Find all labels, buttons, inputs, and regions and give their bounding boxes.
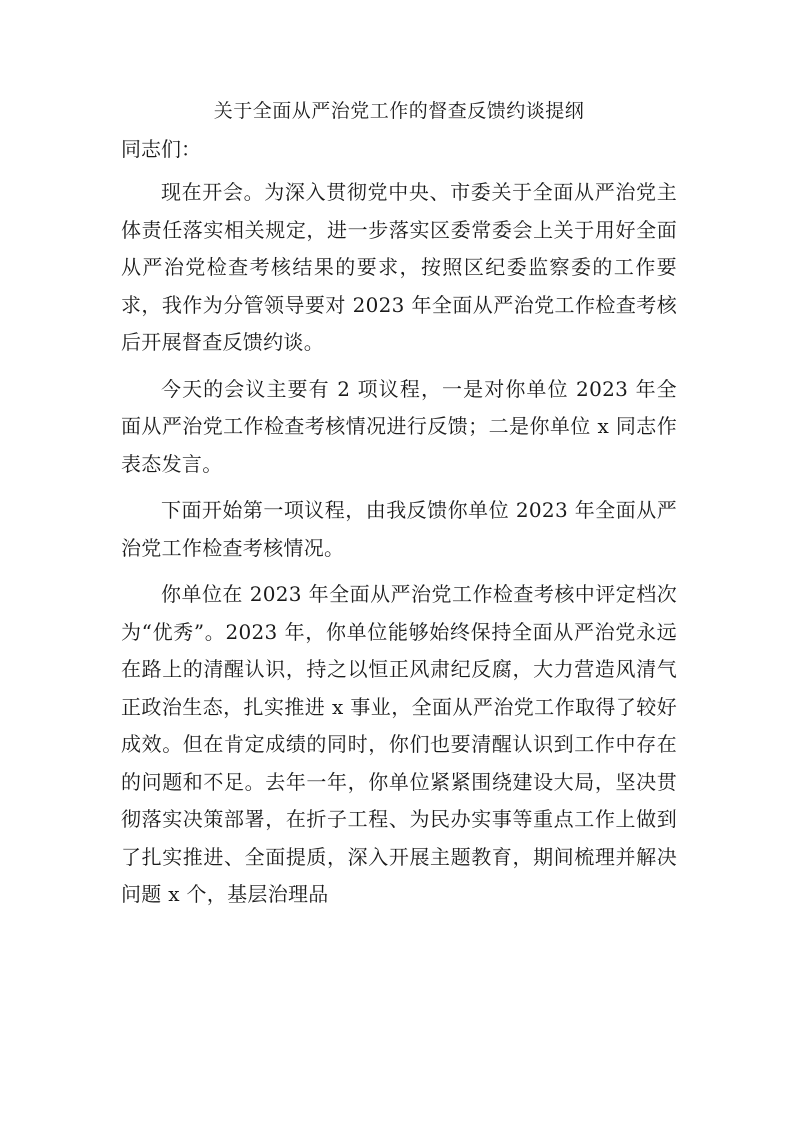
paragraph-feedback: 你单位在 2023 年全面从严治党工作检查考核中评定档次为“优秀”。2023 年，你单位能够始终保持全面从严治党永远在路上的清醒认识，持之以恒正风肃纪反腐，大力营造风清气正政治生态，扎实推进 x 事业，全面从严治党工作取得了较好成效。但在肯定成绩的同时，你们也要清醒认识到工作中存在的问题和不足。去年一年，你单位紧紧围绕建设大局，坚决贯彻落实决策部署，在折子工程、为民办实事等重点工作上做到了扎实推进、全面提质，深入开展主题教育，期间梳理并解决问题 x 个，基层治理品 [121,582,677,906]
document-page [121,92,677,923]
salutation: 同志们： [121,137,201,161]
paragraph-agenda: 今天的会议主要有 2 项议程，一是对你单位 2023 年全面从严治党工作检查考核情况进行反馈；二是你单位 x 同志作表态发言。 [121,376,677,476]
paragraph-first-item: 下面开始第一项议程，由我反馈你单位 2023 年全面从严治党工作检查考核情况。 [121,498,677,560]
paragraph-opening: 现在开会。为深入贯彻党中央、市委关于全面从严治党主体责任落实相关规定，进一步落实区委常委会上关于用好全面从严治党检查考核结果的要求，按照区纪委监察委的工作要求，我作为分管领导要对 2023 年全面从严治党工作检查考核后开展督查反馈约谈。 [121,180,677,354]
document-title: 关于全面从严治党工作的督查反馈约谈提纲 [213,100,585,122]
